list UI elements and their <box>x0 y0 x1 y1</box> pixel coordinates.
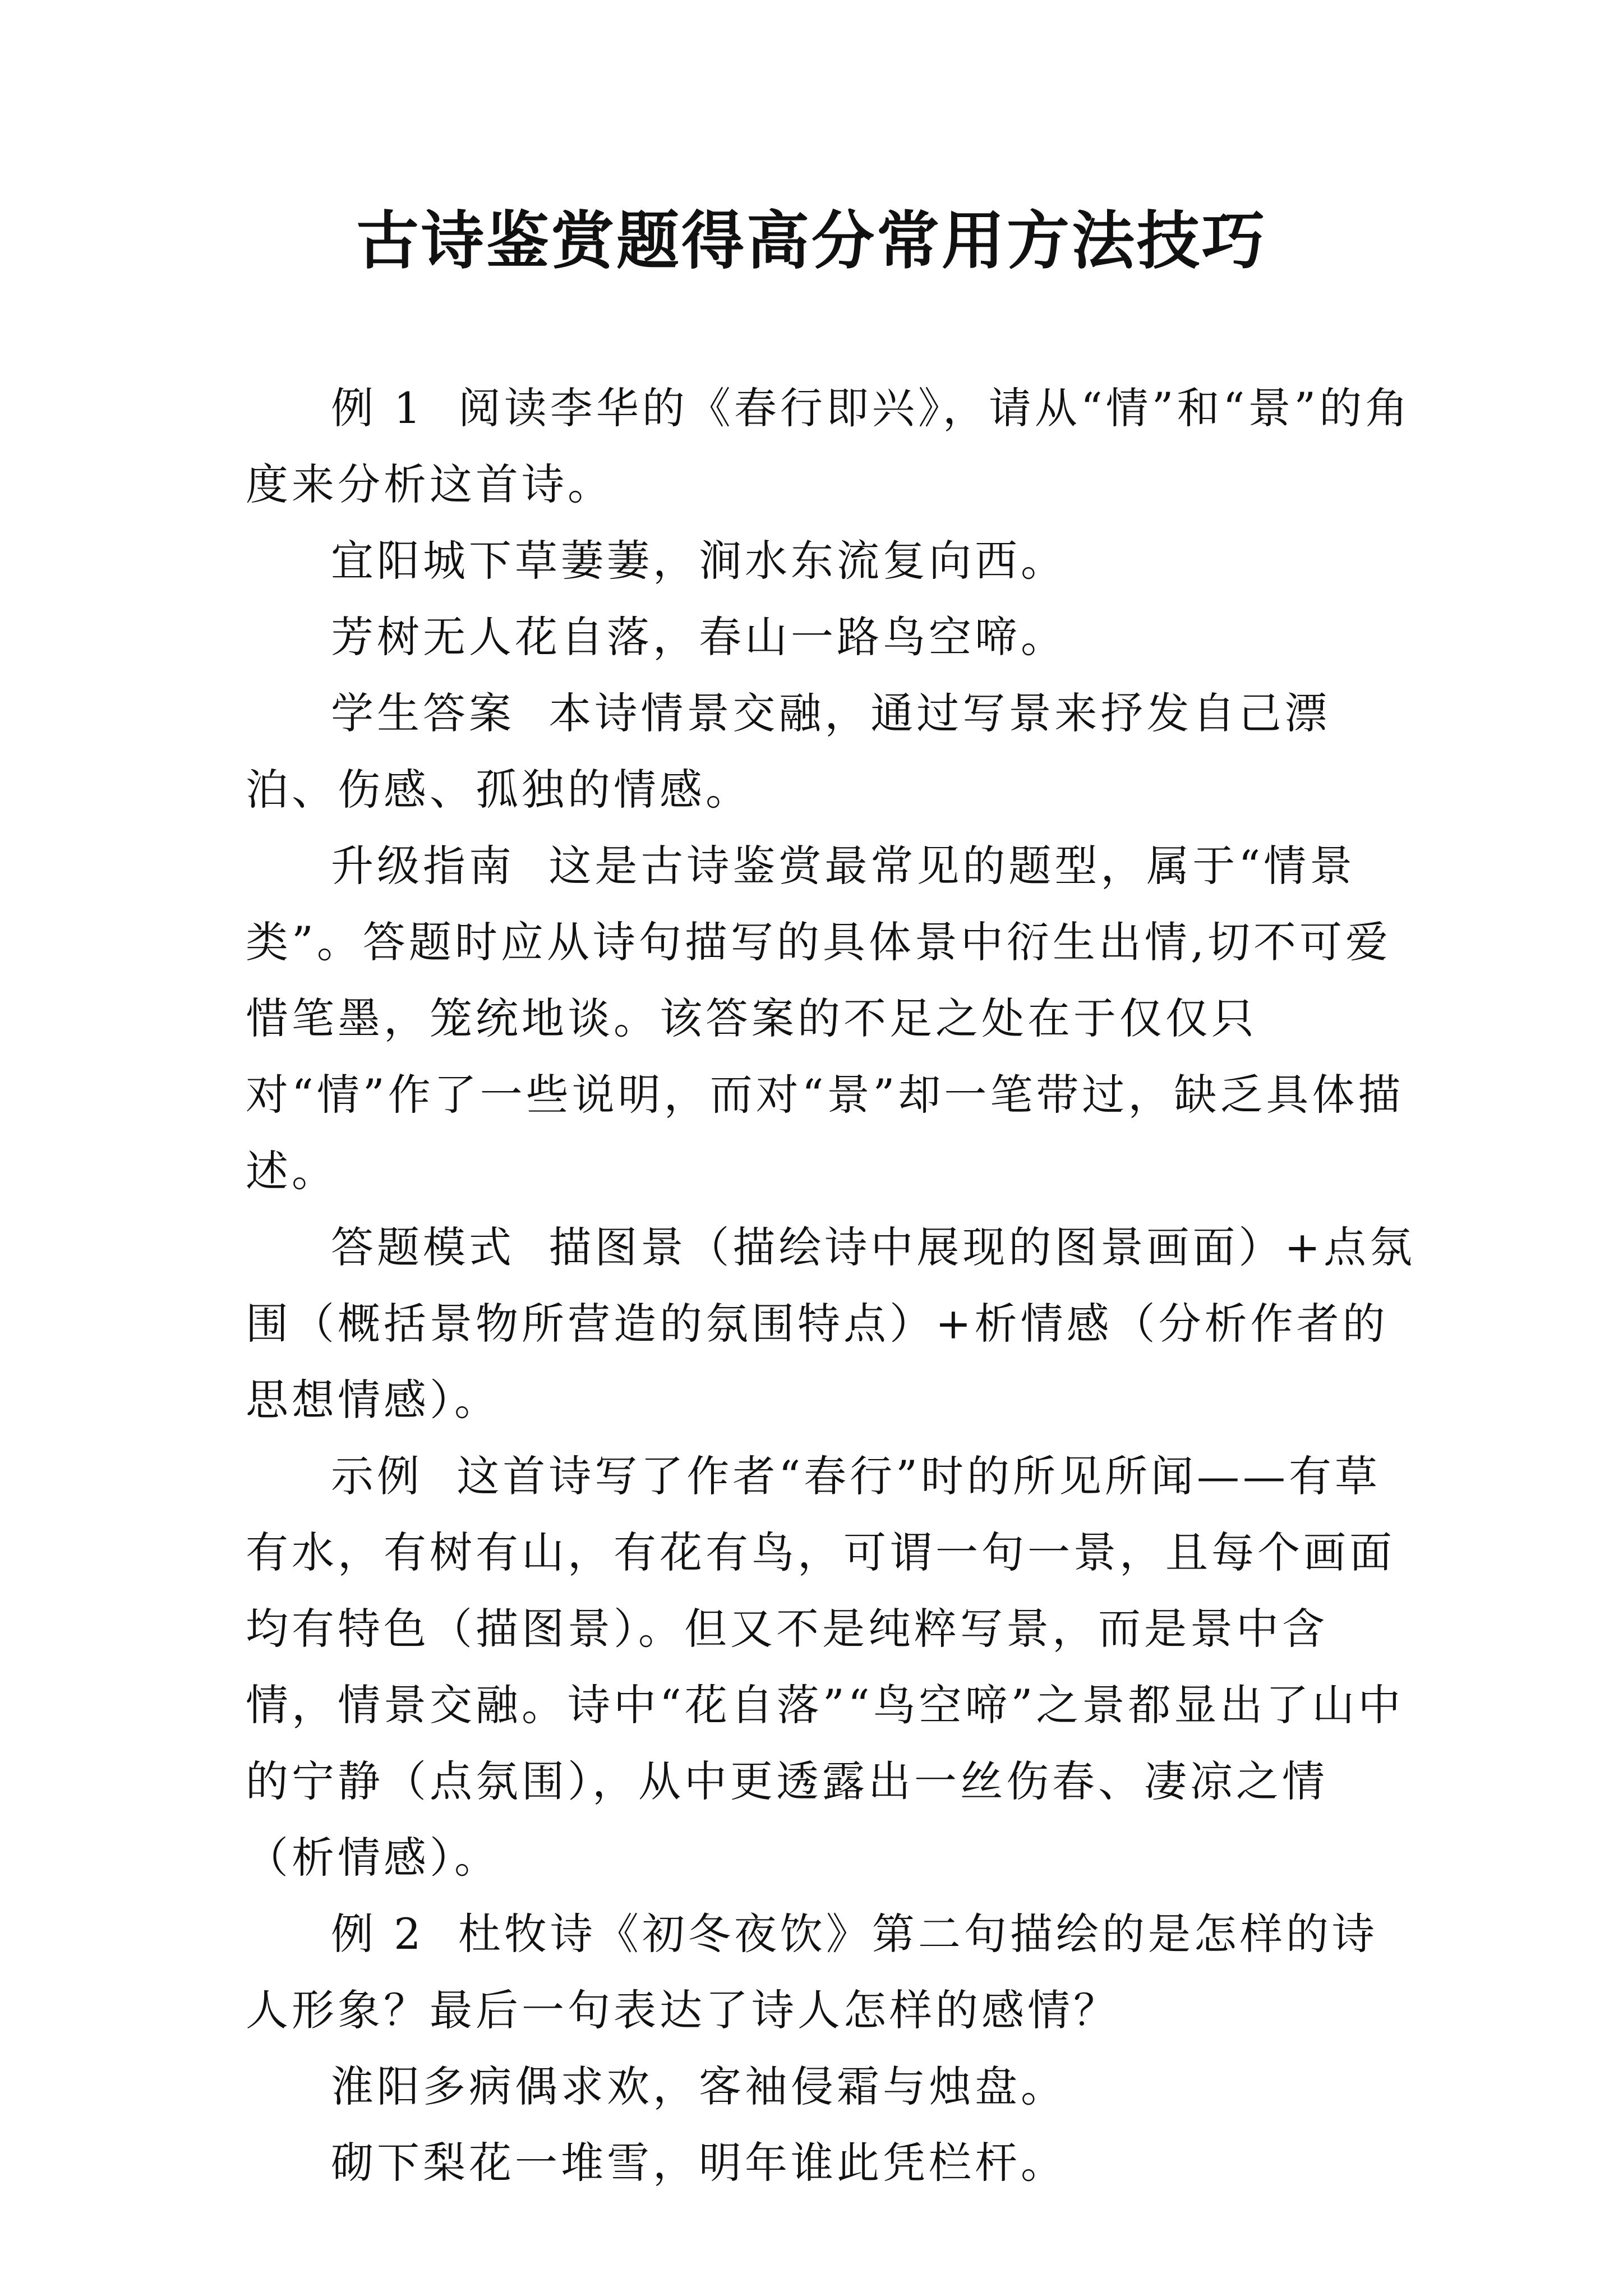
document-body <box>246 370 1418 2201</box>
poem-line-3: 淮阳多病偶求欢，客袖侵霜与烛盘。 <box>331 2062 1067 2111</box>
paragraph-example-1-question: 例 1 阅读李华的《春行即兴》，请从“情”和“景”的角度来分析这首诗。 <box>246 383 1412 509</box>
paragraph-sample-answer: 示例 这首诗写了作者“春行”时的所见所闻——有草有水，有树有山，有花有鸟，可谓一句一景，且每个画面均有特色（描图景）。但又不是纯粹写景，而是景中含情，情景交融。诗中“花自落”“鸟空啼”之景都显出了山中的宁静（点氛围），从中更透露出一丝伤春、凄凉之情（析情感）。 <box>246 1451 1404 1883</box>
paragraph-answer-mode: 答题模式 描图景（描绘诗中展现的图景画面）+点氛围（概括景物所营造的氛围特点）+析情感（分析作者的思想情感）。 <box>246 1222 1415 1425</box>
paragraph-student-answer: 学生答案 本诗情景交融，通过写景来抒发自己漂泊、伤感、孤独的情感。 <box>246 688 1331 815</box>
document-title: 古诗鉴赏题得高分常用方法技巧 <box>356 204 1267 278</box>
paragraph-example-2-question: 例 2 杜牧诗《初冬夜饮》第二句描绘的是怎样的诗人形象？最后一句表达了诗人怎样的感情？ <box>246 1909 1378 2035</box>
poem-line-1: 宜阳城下草萋萋，涧水东流复向西。 <box>331 536 1067 586</box>
poem-line-2: 芳树无人花自落，春山一路鸟空啼。 <box>331 612 1067 662</box>
poem-line-4: 砌下梨花一堆雪，明年谁此凭栏杆。 <box>331 2138 1067 2188</box>
paragraph-upgrade-guide: 升级指南 这是古诗鉴赏最常见的题型，属于“情景类”。答题时应从诗句描写的具体景中衍生出情,切不可爱惜笔墨，笼统地谈。该答案的不足之处在于仅仅只对“情”作了一些说明，而对“景”却一笔带过，缺乏具体描述。 <box>246 841 1404 1196</box>
